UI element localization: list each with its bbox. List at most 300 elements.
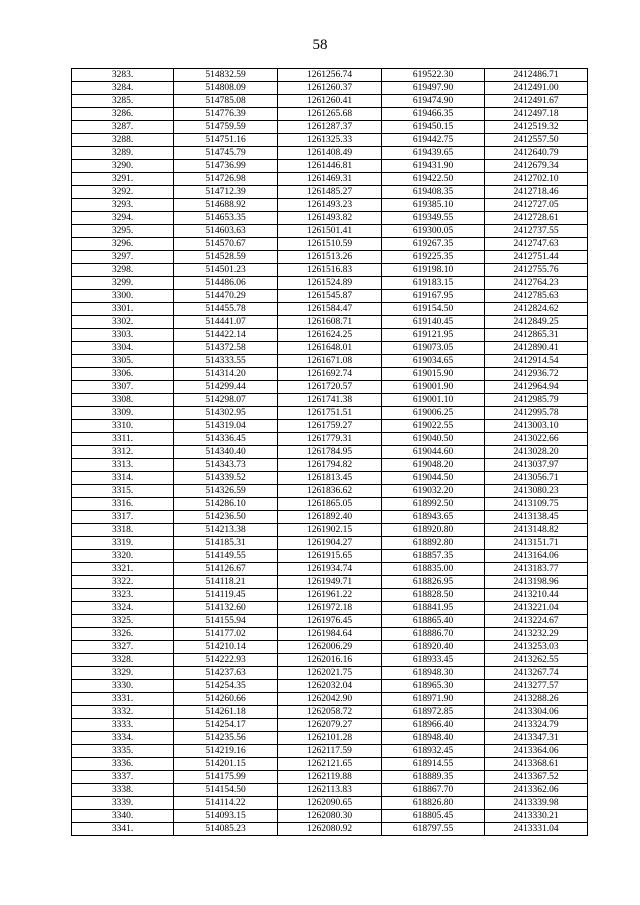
y-coordinate-cell: 1261446.81 <box>278 160 382 173</box>
point-number-cell: 3305. <box>72 355 174 368</box>
x-coordinate-cell: 514175.99 <box>174 771 278 784</box>
point-number-cell: 3339. <box>72 797 174 810</box>
point-number-cell: 3290. <box>72 160 174 173</box>
y-coordinate-cell: 1261779.31 <box>278 433 382 446</box>
x-coordinate-cell: 514319.04 <box>174 420 278 433</box>
y-coordinate-cell: 1261584.47 <box>278 303 382 316</box>
table-row <box>72 537 588 550</box>
x2-coordinate-cell: 619198.10 <box>382 264 485 277</box>
x2-coordinate-cell: 619300.05 <box>382 225 485 238</box>
y-coordinate-cell: 1261510.59 <box>278 238 382 251</box>
y2-coordinate-cell: 2413324.79 <box>485 719 588 732</box>
table-row <box>72 186 588 199</box>
point-number-cell: 3296. <box>72 238 174 251</box>
x-coordinate-cell: 514149.55 <box>174 550 278 563</box>
point-number-cell: 3302. <box>72 316 174 329</box>
x2-coordinate-cell: 618932.45 <box>382 745 485 758</box>
x2-coordinate-cell: 618914.55 <box>382 758 485 771</box>
table-row <box>72 797 588 810</box>
point-number-cell: 3304. <box>72 342 174 355</box>
y-coordinate-cell: 1261972.18 <box>278 602 382 615</box>
x-coordinate-cell: 514339.52 <box>174 472 278 485</box>
y-coordinate-cell: 1261865.05 <box>278 498 382 511</box>
point-number-cell: 3327. <box>72 641 174 654</box>
table-row <box>72 121 588 134</box>
x2-coordinate-cell: 618857.35 <box>382 550 485 563</box>
x2-coordinate-cell: 619001.10 <box>382 394 485 407</box>
point-number-cell: 3288. <box>72 134 174 147</box>
table-row <box>72 134 588 147</box>
table-row <box>72 576 588 589</box>
point-number-cell: 3319. <box>72 537 174 550</box>
x2-coordinate-cell: 619044.50 <box>382 472 485 485</box>
point-number-cell: 3297. <box>72 251 174 264</box>
x-coordinate-cell: 514093.15 <box>174 810 278 823</box>
x-coordinate-cell: 514298.07 <box>174 394 278 407</box>
x-coordinate-cell: 514260.66 <box>174 693 278 706</box>
x2-coordinate-cell: 619439.65 <box>382 147 485 160</box>
x-coordinate-cell: 514085.23 <box>174 823 278 836</box>
point-number-cell: 3325. <box>72 615 174 628</box>
table-row <box>72 95 588 108</box>
x-coordinate-cell: 514372.58 <box>174 342 278 355</box>
x2-coordinate-cell: 619167.95 <box>382 290 485 303</box>
y2-coordinate-cell: 2412936.72 <box>485 368 588 381</box>
x2-coordinate-cell: 619006.25 <box>382 407 485 420</box>
table-row <box>72 108 588 121</box>
y2-coordinate-cell: 2412497.18 <box>485 108 588 121</box>
x-coordinate-cell: 514785.08 <box>174 95 278 108</box>
point-number-cell: 3307. <box>72 381 174 394</box>
point-number-cell: 3283. <box>72 69 174 82</box>
x2-coordinate-cell: 618835.00 <box>382 563 485 576</box>
y-coordinate-cell: 1262016.16 <box>278 654 382 667</box>
point-number-cell: 3337. <box>72 771 174 784</box>
table-row <box>72 745 588 758</box>
x2-coordinate-cell: 619015.90 <box>382 368 485 381</box>
y2-coordinate-cell: 2412890.41 <box>485 342 588 355</box>
point-number-cell: 3308. <box>72 394 174 407</box>
x-coordinate-cell: 514326.59 <box>174 485 278 498</box>
x2-coordinate-cell: 618933.45 <box>382 654 485 667</box>
page-number: 58 <box>312 37 328 53</box>
table-row <box>72 524 588 537</box>
table-row <box>72 511 588 524</box>
y-coordinate-cell: 1261961.22 <box>278 589 382 602</box>
point-number-cell: 3303. <box>72 329 174 342</box>
point-number-cell: 3313. <box>72 459 174 472</box>
x-coordinate-cell: 514219.16 <box>174 745 278 758</box>
point-number-cell: 3333. <box>72 719 174 732</box>
y-coordinate-cell: 1261260.41 <box>278 95 382 108</box>
y2-coordinate-cell: 2412519.32 <box>485 121 588 134</box>
y2-coordinate-cell: 2413056.71 <box>485 472 588 485</box>
x2-coordinate-cell: 619349.55 <box>382 212 485 225</box>
y-coordinate-cell: 1261915.65 <box>278 550 382 563</box>
table-row <box>72 212 588 225</box>
point-number-cell: 3295. <box>72 225 174 238</box>
x2-coordinate-cell: 618948.40 <box>382 732 485 745</box>
y-coordinate-cell: 1261759.27 <box>278 420 382 433</box>
x-coordinate-cell: 514177.02 <box>174 628 278 641</box>
y-coordinate-cell: 1261608.71 <box>278 316 382 329</box>
point-number-cell: 3340. <box>72 810 174 823</box>
x2-coordinate-cell: 618920.80 <box>382 524 485 537</box>
x-coordinate-cell: 514343.73 <box>174 459 278 472</box>
y-coordinate-cell: 1261516.83 <box>278 264 382 277</box>
y-coordinate-cell: 1262090.65 <box>278 797 382 810</box>
x2-coordinate-cell: 618797.55 <box>382 823 485 836</box>
x-coordinate-cell: 514222.93 <box>174 654 278 667</box>
point-number-cell: 3329. <box>72 667 174 680</box>
table-row <box>72 758 588 771</box>
point-number-cell: 3306. <box>72 368 174 381</box>
table-row <box>72 589 588 602</box>
y2-coordinate-cell: 2413151.71 <box>485 537 588 550</box>
y-coordinate-cell: 1261408.49 <box>278 147 382 160</box>
table-row <box>72 355 588 368</box>
y-coordinate-cell: 1262113.83 <box>278 784 382 797</box>
table-row <box>72 290 588 303</box>
x2-coordinate-cell: 619154.50 <box>382 303 485 316</box>
y-coordinate-cell: 1261902.15 <box>278 524 382 537</box>
point-number-cell: 3310. <box>72 420 174 433</box>
y-coordinate-cell: 1262042.90 <box>278 693 382 706</box>
x2-coordinate-cell: 618889.35 <box>382 771 485 784</box>
table-row <box>72 771 588 784</box>
table-row <box>72 563 588 576</box>
y2-coordinate-cell: 2413339.98 <box>485 797 588 810</box>
x-coordinate-cell: 514235.56 <box>174 732 278 745</box>
table-row <box>72 628 588 641</box>
y2-coordinate-cell: 2412737.55 <box>485 225 588 238</box>
point-number-cell: 3293. <box>72 199 174 212</box>
x-coordinate-cell: 514118.21 <box>174 576 278 589</box>
y2-coordinate-cell: 2413022.66 <box>485 433 588 446</box>
y2-coordinate-cell: 2413148.82 <box>485 524 588 537</box>
x-coordinate-cell: 514336.45 <box>174 433 278 446</box>
x-coordinate-cell: 514210.14 <box>174 641 278 654</box>
y-coordinate-cell: 1261648.01 <box>278 342 382 355</box>
y-coordinate-cell: 1262006.29 <box>278 641 382 654</box>
y2-coordinate-cell: 2413109.75 <box>485 498 588 511</box>
point-number-cell: 3292. <box>72 186 174 199</box>
x2-coordinate-cell: 618826.95 <box>382 576 485 589</box>
y2-coordinate-cell: 2412914.54 <box>485 355 588 368</box>
x-coordinate-cell: 514254.35 <box>174 680 278 693</box>
y2-coordinate-cell: 2412727.05 <box>485 199 588 212</box>
y2-coordinate-cell: 2412985.79 <box>485 394 588 407</box>
y-coordinate-cell: 1261836.62 <box>278 485 382 498</box>
y2-coordinate-cell: 2413288.26 <box>485 693 588 706</box>
y2-coordinate-cell: 2413198.96 <box>485 576 588 589</box>
x2-coordinate-cell: 618972.85 <box>382 706 485 719</box>
table-row <box>72 680 588 693</box>
x-coordinate-cell: 514261.18 <box>174 706 278 719</box>
x2-coordinate-cell: 618992.50 <box>382 498 485 511</box>
y2-coordinate-cell: 2412764.23 <box>485 277 588 290</box>
table-row <box>72 667 588 680</box>
y-coordinate-cell: 1261904.27 <box>278 537 382 550</box>
table-row <box>72 225 588 238</box>
y-coordinate-cell: 1261892.40 <box>278 511 382 524</box>
x-coordinate-cell: 514486.06 <box>174 277 278 290</box>
point-number-cell: 3336. <box>72 758 174 771</box>
y-coordinate-cell: 1261493.23 <box>278 199 382 212</box>
point-number-cell: 3315. <box>72 485 174 498</box>
x2-coordinate-cell: 618965.30 <box>382 680 485 693</box>
x2-coordinate-cell: 618966.40 <box>382 719 485 732</box>
x-coordinate-cell: 514340.40 <box>174 446 278 459</box>
y2-coordinate-cell: 2413368.61 <box>485 758 588 771</box>
y2-coordinate-cell: 2412785.63 <box>485 290 588 303</box>
x2-coordinate-cell: 619032.20 <box>382 485 485 498</box>
y-coordinate-cell: 1261485.27 <box>278 186 382 199</box>
y2-coordinate-cell: 2413304.06 <box>485 706 588 719</box>
point-number-cell: 3317. <box>72 511 174 524</box>
y2-coordinate-cell: 2413003.10 <box>485 420 588 433</box>
x-coordinate-cell: 514776.39 <box>174 108 278 121</box>
table-row <box>72 459 588 472</box>
point-number-cell: 3320. <box>72 550 174 563</box>
y2-coordinate-cell: 2413330.21 <box>485 810 588 823</box>
x2-coordinate-cell: 619422.50 <box>382 173 485 186</box>
x2-coordinate-cell: 619044.60 <box>382 446 485 459</box>
point-number-cell: 3286. <box>72 108 174 121</box>
y2-coordinate-cell: 2412964.94 <box>485 381 588 394</box>
table-row <box>72 810 588 823</box>
x2-coordinate-cell: 619048.20 <box>382 459 485 472</box>
x-coordinate-cell: 514114.22 <box>174 797 278 810</box>
y2-coordinate-cell: 2413262.55 <box>485 654 588 667</box>
point-number-cell: 3289. <box>72 147 174 160</box>
x2-coordinate-cell: 619034.65 <box>382 355 485 368</box>
x2-coordinate-cell: 618943.65 <box>382 511 485 524</box>
y2-coordinate-cell: 2413367.52 <box>485 771 588 784</box>
x-coordinate-cell: 514213.38 <box>174 524 278 537</box>
point-number-cell: 3341. <box>72 823 174 836</box>
x2-coordinate-cell: 619001.90 <box>382 381 485 394</box>
y2-coordinate-cell: 2413164.06 <box>485 550 588 563</box>
y2-coordinate-cell: 2413028.20 <box>485 446 588 459</box>
point-number-cell: 3312. <box>72 446 174 459</box>
y2-coordinate-cell: 2413267.74 <box>485 667 588 680</box>
x2-coordinate-cell: 618867.70 <box>382 784 485 797</box>
y-coordinate-cell: 1261260.37 <box>278 82 382 95</box>
y-coordinate-cell: 1262080.30 <box>278 810 382 823</box>
y2-coordinate-cell: 2412747.63 <box>485 238 588 251</box>
x-coordinate-cell: 514286.10 <box>174 498 278 511</box>
y-coordinate-cell: 1261265.68 <box>278 108 382 121</box>
x-coordinate-cell: 514751.16 <box>174 134 278 147</box>
y-coordinate-cell: 1261524.89 <box>278 277 382 290</box>
x2-coordinate-cell: 619408.35 <box>382 186 485 199</box>
table-row <box>72 147 588 160</box>
x-coordinate-cell: 514422.14 <box>174 329 278 342</box>
x2-coordinate-cell: 618865.40 <box>382 615 485 628</box>
y-coordinate-cell: 1261469.31 <box>278 173 382 186</box>
y-coordinate-cell: 1261934.74 <box>278 563 382 576</box>
y-coordinate-cell: 1261720.57 <box>278 381 382 394</box>
y2-coordinate-cell: 2412865.31 <box>485 329 588 342</box>
x2-coordinate-cell: 619022.55 <box>382 420 485 433</box>
point-number-cell: 3298. <box>72 264 174 277</box>
point-number-cell: 3318. <box>72 524 174 537</box>
x2-coordinate-cell: 618920.40 <box>382 641 485 654</box>
y2-coordinate-cell: 2413210.44 <box>485 589 588 602</box>
y2-coordinate-cell: 2412995.78 <box>485 407 588 420</box>
x-coordinate-cell: 514528.59 <box>174 251 278 264</box>
table-row <box>72 69 588 82</box>
point-number-cell: 3322. <box>72 576 174 589</box>
y2-coordinate-cell: 2413277.57 <box>485 680 588 693</box>
y2-coordinate-cell: 2413221.04 <box>485 602 588 615</box>
point-number-cell: 3299. <box>72 277 174 290</box>
x2-coordinate-cell: 618892.80 <box>382 537 485 550</box>
x-coordinate-cell: 514455.78 <box>174 303 278 316</box>
x-coordinate-cell: 514185.31 <box>174 537 278 550</box>
x2-coordinate-cell: 619121.95 <box>382 329 485 342</box>
x2-coordinate-cell: 619431.90 <box>382 160 485 173</box>
table-row <box>72 472 588 485</box>
table-row <box>72 823 588 836</box>
table-row <box>72 446 588 459</box>
table-row <box>72 407 588 420</box>
table-row <box>72 615 588 628</box>
x2-coordinate-cell: 619522.30 <box>382 69 485 82</box>
table-row <box>72 173 588 186</box>
table-row <box>72 602 588 615</box>
x2-coordinate-cell: 619183.15 <box>382 277 485 290</box>
x2-coordinate-cell: 618805.45 <box>382 810 485 823</box>
y-coordinate-cell: 1261671.08 <box>278 355 382 368</box>
table-row <box>72 329 588 342</box>
coordinates-table <box>71 68 588 836</box>
x-coordinate-cell: 514299.44 <box>174 381 278 394</box>
y-coordinate-cell: 1261751.51 <box>278 407 382 420</box>
y-coordinate-cell: 1261984.64 <box>278 628 382 641</box>
table-row <box>72 641 588 654</box>
table-row <box>72 199 588 212</box>
table-row <box>72 732 588 745</box>
y2-coordinate-cell: 2412755.76 <box>485 264 588 277</box>
y2-coordinate-cell: 2412718.46 <box>485 186 588 199</box>
x2-coordinate-cell: 618971.90 <box>382 693 485 706</box>
x2-coordinate-cell: 619497.90 <box>382 82 485 95</box>
table-row <box>72 238 588 251</box>
y2-coordinate-cell: 2413037.97 <box>485 459 588 472</box>
y2-coordinate-cell: 2413364.06 <box>485 745 588 758</box>
table-row <box>72 264 588 277</box>
table-row <box>72 706 588 719</box>
table-row <box>72 485 588 498</box>
y-coordinate-cell: 1261794.82 <box>278 459 382 472</box>
table-row <box>72 303 588 316</box>
point-number-cell: 3316. <box>72 498 174 511</box>
y2-coordinate-cell: 2412702.10 <box>485 173 588 186</box>
y-coordinate-cell: 1261501.41 <box>278 225 382 238</box>
x-coordinate-cell: 514119.45 <box>174 589 278 602</box>
y-coordinate-cell: 1261287.37 <box>278 121 382 134</box>
x2-coordinate-cell: 619466.35 <box>382 108 485 121</box>
table-row <box>72 160 588 173</box>
x-coordinate-cell: 514201.15 <box>174 758 278 771</box>
x2-coordinate-cell: 619385.10 <box>382 199 485 212</box>
y-coordinate-cell: 1262058.72 <box>278 706 382 719</box>
x2-coordinate-cell: 619450.15 <box>382 121 485 134</box>
y-coordinate-cell: 1261692.74 <box>278 368 382 381</box>
y-coordinate-cell: 1262101.28 <box>278 732 382 745</box>
table-row <box>72 719 588 732</box>
x-coordinate-cell: 514470.29 <box>174 290 278 303</box>
point-number-cell: 3323. <box>72 589 174 602</box>
table-row <box>72 251 588 264</box>
x-coordinate-cell: 514132.60 <box>174 602 278 615</box>
y2-coordinate-cell: 2412491.67 <box>485 95 588 108</box>
x2-coordinate-cell: 619225.35 <box>382 251 485 264</box>
y2-coordinate-cell: 2413331.04 <box>485 823 588 836</box>
y-coordinate-cell: 1262121.65 <box>278 758 382 771</box>
y2-coordinate-cell: 2412751.44 <box>485 251 588 264</box>
x-coordinate-cell: 514155.94 <box>174 615 278 628</box>
x2-coordinate-cell: 618948.30 <box>382 667 485 680</box>
x-coordinate-cell: 514441.07 <box>174 316 278 329</box>
coordinates-table-body <box>72 69 588 836</box>
x-coordinate-cell: 514501.23 <box>174 264 278 277</box>
x-coordinate-cell: 514653.35 <box>174 212 278 225</box>
y2-coordinate-cell: 2412640.79 <box>485 147 588 160</box>
x-coordinate-cell: 514726.98 <box>174 173 278 186</box>
point-number-cell: 3338. <box>72 784 174 797</box>
y2-coordinate-cell: 2413080.23 <box>485 485 588 498</box>
point-number-cell: 3300. <box>72 290 174 303</box>
x-coordinate-cell: 514736.99 <box>174 160 278 173</box>
x2-coordinate-cell: 619442.75 <box>382 134 485 147</box>
y2-coordinate-cell: 2413224.67 <box>485 615 588 628</box>
point-number-cell: 3332. <box>72 706 174 719</box>
x-coordinate-cell: 514154.50 <box>174 784 278 797</box>
table-row <box>72 394 588 407</box>
x-coordinate-cell: 514314.20 <box>174 368 278 381</box>
x2-coordinate-cell: 618828.50 <box>382 589 485 602</box>
y-coordinate-cell: 1262032.04 <box>278 680 382 693</box>
table-row <box>72 550 588 563</box>
table-row <box>72 433 588 446</box>
y2-coordinate-cell: 2412849.25 <box>485 316 588 329</box>
y2-coordinate-cell: 2413253.03 <box>485 641 588 654</box>
x2-coordinate-cell: 619140.45 <box>382 316 485 329</box>
table-row <box>72 82 588 95</box>
y-coordinate-cell: 1261513.26 <box>278 251 382 264</box>
point-number-cell: 3334. <box>72 732 174 745</box>
x-coordinate-cell: 514759.59 <box>174 121 278 134</box>
x-coordinate-cell: 514333.55 <box>174 355 278 368</box>
y2-coordinate-cell: 2412679.34 <box>485 160 588 173</box>
y-coordinate-cell: 1262117.59 <box>278 745 382 758</box>
x-coordinate-cell: 514603.63 <box>174 225 278 238</box>
y-coordinate-cell: 1262021.75 <box>278 667 382 680</box>
point-number-cell: 3287. <box>72 121 174 134</box>
point-number-cell: 3321. <box>72 563 174 576</box>
y2-coordinate-cell: 2413232.29 <box>485 628 588 641</box>
table-row <box>72 381 588 394</box>
table-row <box>72 654 588 667</box>
point-number-cell: 3314. <box>72 472 174 485</box>
table-row <box>72 784 588 797</box>
point-number-cell: 3284. <box>72 82 174 95</box>
y2-coordinate-cell: 2413138.45 <box>485 511 588 524</box>
point-number-cell: 3331. <box>72 693 174 706</box>
